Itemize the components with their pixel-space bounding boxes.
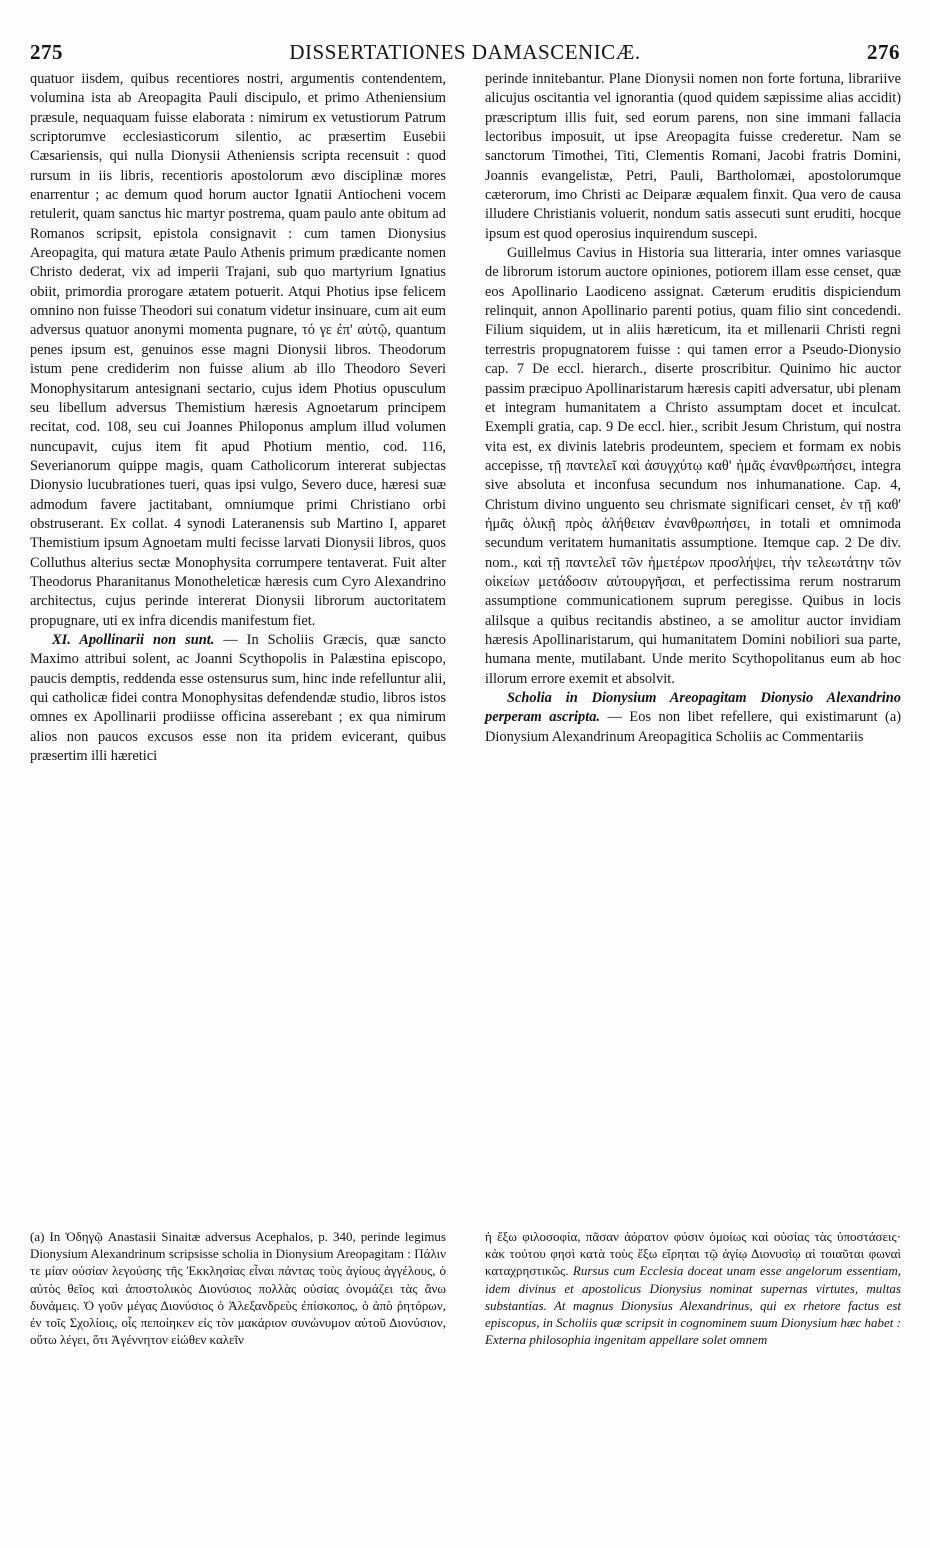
footnote-right <box>485 1228 901 1348</box>
page-number-left: 275 <box>30 40 63 64</box>
running-title: DISSERTATIONES DAMASCENICÆ. <box>289 40 641 64</box>
left-paragraph-2-text: — In Scholiis Græcis, quæ sancto Maximo attribui solent, ac Joanni Scythopolis in Palæstina episcopo, paucis demptis, reddenda esse ostensurus sum, hinc inde refelluntur alii, qui catholicæ fidei contra Monophysitas defendendæ studio, libros istos omnes ex Apollinarii prodiisse officina asserebant ; ex qua nimirum alios non paucos excusos esse non ita pridem evicerant, quibus præsertim illi hæretici <box>30 631 446 765</box>
left-paragraph-2 <box>30 631 446 766</box>
page-number-right: 276 <box>867 40 900 64</box>
section-heading-apollinarii: XI. Apollinarii non sunt. <box>52 631 215 648</box>
left-column <box>30 70 446 766</box>
section-heading-scholia: Scholia in Dionysium Areopagitam Dionysio Alexandrino perperam ascripta. <box>485 690 901 726</box>
right-column <box>485 70 901 747</box>
right-paragraph-2: Guillelmus Cavius in Historia sua litteraria, inter omnes variasque de librorum istorum auctore opiniones, potiorem illam esse censet, quæ eos Apollinario Laodiceno assignat. Cæterum eruditis dispiciendum relinquit, annon Apollinario parenti potius, quam filio sint concedendi. Filium siquidem, ut in aliis hæreticum, ita et millenarii Christi regni terrestris propugnatorem fuisse : qui tamen error a Pseudo-Dionysio cap. 7 De eccl. hierarch., diserte proscribitur. Quinimo hic auctor passim præcipuo Apollinaristarum hæresis capiti adversatur, ubi plenam et integram humanitatem a Christo assumptam docet et inculcat. Exempli gratia, cap. 9 De eccl. hier., scribit Jesum Christum, qui nostra vita est, ex divinis latebris prodeuntem, speciem et formam ex nobis accepisse, τῇ παντελεῖ καὶ ἀσυγχύτῳ καθ' ἡμᾶς ἐνανθρωπήσει, integra sive absoluta et inconfusa secundum nos inhumanatione. Cap. 4, Christum divino unguento seu chrismate significari censet, ἐν τῇ καθ' ἡμᾶς ὁλικῇ πρὸς ἀλήθειαν ἐνανθρωπήσει, in totali et omnimoda secundum veritatem humanitatis assumptione. Itemque cap. 2 De div. nom., καὶ τῇ παντελεῖ τῶν ἡμετέρων προσλήψει, τὴν τελεωτάτην τῶν οἰκείων μετάδοσιν αὐτουργῆσαι, et perfectissima rerum nostrarum assumptione communicationem suprum peregisse. Quibus in locis alilsque a quibus recitandis abstineo, a se amolitur auctor invidiam hæresis Apollinaristarum, qui humanitatem Domini nobiliori sua parte, humana mente, mutilabant. Unde merito Scythopolitanus eum ab hoc illorum errore exemit et absolvit. <box>485 245 901 687</box>
right-paragraph-3-text: — Eos non libet refellere, qui existimarunt (a) Dionysium Alexandrinum Areopagitica Scholiis ac Commentariis <box>485 709 901 745</box>
right-paragraph-1: perinde innitebantur. Plane Dionysii nomen non forte fortuna, librariive alicujus oscitantia vel ignorantia (quod quidem sæpissime alias accidit) præscriptum illis fuit, sed eorum parens, non sine immani fallacia lectoribus imposuit, ut ipse Areopagita fuisse crederetur. Nam se sanctorum Timothei, Titi, Clementis Romani, Jacobi fratris Domini, Joannis evangelistæ, Petri, Pauli, Bartholomæi, apostolorumque cæterorum, imo Christi ac Deiparæ æqualem finxit. Qua vero de causa illudere Christianis voluerit, nondum satis assecuti sunt eruditi, hocque ipsum est quod operosius inquirendum suscepi. <box>485 71 901 242</box>
left-paragraph-1: quatuor iisdem, quibus recentiores nostri, argumentis contendentem, volumina ista ab Areopagita Pauli discipulo, et primo Atheniensium præsule, nequaquam fuisse elaborata : nimirum ex vetustiorum Patrum scriptorumve ecclesiasticorum silentio, ac præsertim Eusebii Cæsariensis, qui nulla Dionysii Atheniensis scripta recensuit : quod rursum in iis libris, recentioris apostolorum ævo disciplinæ mores enarrentur ; ac demum quod horum auctor Ignatii Antiocheni vocem retulerit, quam sanctus hic martyr postrema, quam paulo ante obitum ad Romanos scripsit, epistola consignavit : cum tamen Dionysius Areopagita, qui matura ætate Paulo Athenis primum prædicante nomen Christo dederat, vix ad imperii Trajani, sub quo martyrium Ignatius obiit, primordia prorogare ætatem potuerit. Atqui Photius ipse felicem omnino non fuisse Theodori sui conatum videtur insinuare, cum ait eum adversus quatuor anonymi momenta pugnare, τό γε ἐπ' αὐτῷ, quantum penes ipsum est, genuinos esse magni Dionysii libros. Theodorum istum pene crediderim non fuisse alium ab illo Theodoro Severi Monophysitarum antesignani sectario, cujus idem Photius opusculum seu libellum adversus Themistium hæresis Agnoetarum principem recitat, cod. 108, seu cui Joannes Philoponus amplum illud volumen nuncupavit, cujus item fit apud Photium mentio, cod. 116, Severianorum quippe magis, quam Catholicorum intererat subjectas Dionysio lucubrationes tueri, quas ipsi vulgo, Severo duce, hæresi suæ admodum favere jactitabant, omniumque primi Christiano orbi obstruserant. Ex collat. 4 synodi Lateranensis sub Martino I, apparet Themistium ipsum Agnoetam multi fecisse larvati Dionysii libros, quos Colluthus alterius sectæ Monophysita corrumpere tentaverat. Fuit alter Theodorus Pharanitanus Monotheleticæ hæresis cum Cyro Alexandrino architectus, cujus perinde intererat Dionysii librorum auctoritatem propugnare, uti ex infra dicendis manifestum fiet. <box>30 71 446 629</box>
page-header <box>30 40 900 72</box>
footnote-right-greek: ἡ ἔξω φιλοσοφία, πᾶσαν ἀόρατον φύσιν ὁμοίως καὶ οὐσίας τὰς ὑποστάσεις· κἀκ τούτου φησὶ κατὰ τοὺς ἔξω εἴρηται τῷ ἁγίῳ Διονυσίῳ αἱ τοιαῦται φωναὶ καταχρηστικῶς. <box>485 1229 901 1279</box>
right-paragraph-3 <box>485 689 901 747</box>
footnote-left: (a) In Ὁδηγῷ Anastasii Sinaitæ adversus Acephalos, p. 340, perinde legimus Dionysium Alexandrinum scripsisse scholia in Dionysium Areopagitam : Πάλιν τε μίαν οὐσίαν λεγούσης τῆς Ἐκκλησίας εἶναι πάντας τοὺς ἁγίους ἀγγέλους, ὁ αὐτὸς θεῖος καὶ ἀποστολικὸς Διονύσιος πολλὰς οὐσίας ὀνομάζει τὰς ἄνω δυνάμεις. Ὁ γοῦν μέγας Διονύσιος ὁ Ἀλεξανδρεὺς ἐπίσκοπος, ὁ ἀπὸ ῥητόρων, ἐν τοῖς Σχολίοις, οἷς πεποίηκεν εἰς τὸν μακάριον συνώνυμον αὐτοῦ Διονύσιον, οὕτω λέγει, ὅτι Ἀγέννητον εἰώθεν καλεῖν <box>30 1229 446 1348</box>
footnote-right-latin: Rursus cum Ecclesia doceat unam esse angelorum essentiam, idem divinus et apostolicus Dionysius nominat supernas virtutes, multas substantias. At magnus Dionysius Alexandrinus, qui ex rhetore factus est episcopus, in Scholiis quæ scripsit in cognominem suum Dionysium hæc habet : Externa philosophia ingenitam appellare solet omnem <box>485 1263 901 1348</box>
